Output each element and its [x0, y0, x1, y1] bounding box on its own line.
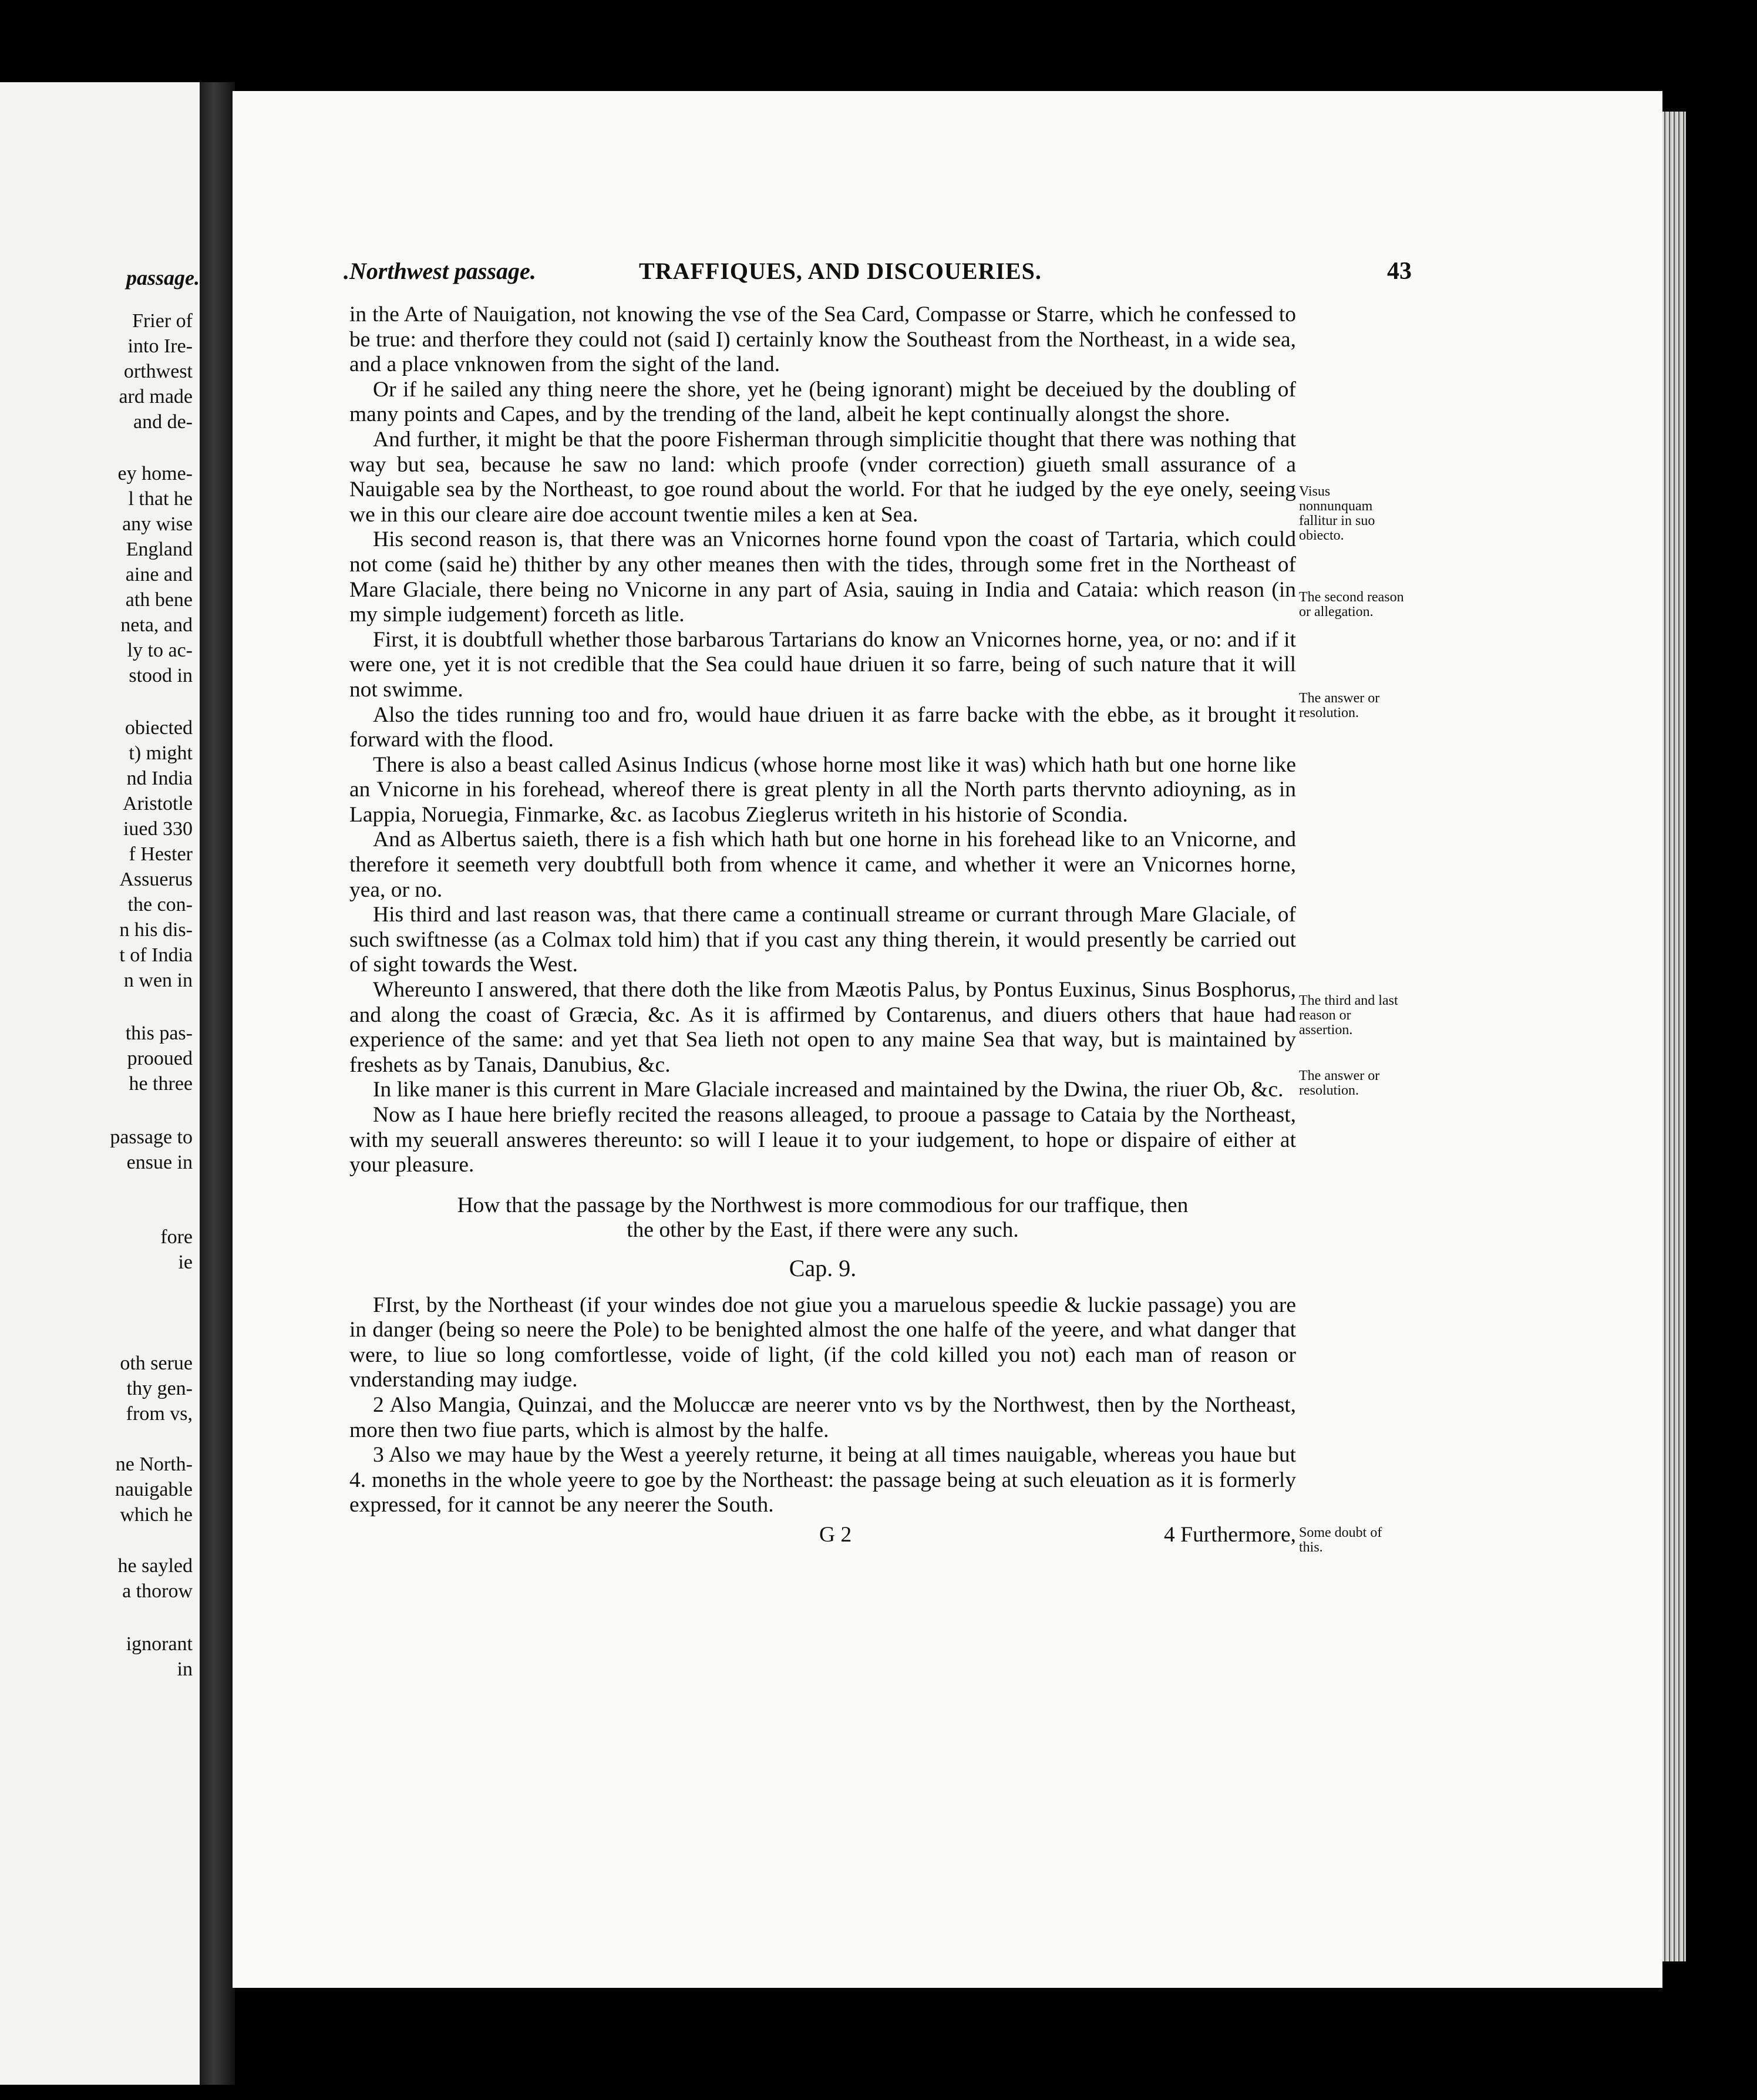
sidenote: Visus nonnunquam fallitur in suo obiecto. — [1299, 484, 1375, 543]
page-number: 43 — [1387, 258, 1412, 285]
paragraph: in the Arte of Nauigation, not knowing the vse of the Sea Card, Compasse or Starre, which he confessed to be true: and therfore they could not (said I) certainly know the Southeast from the Northeast, in a wide sea, and a place vnknowen from the sight of the land. — [349, 302, 1296, 377]
left-page-line: f Hester — [129, 843, 193, 865]
left-page-line: Assuerus — [119, 869, 193, 890]
left-page-line: Aristotle — [123, 793, 193, 815]
sidenote: The third and last reason or assertion. — [1299, 993, 1398, 1038]
chapter-heading-line1: How that the passage by the Northwest is more commodious for our traffique, then — [457, 1193, 1189, 1217]
paragraph: Or if he sailed any thing neere the shore, yet he (being ignorant) might be deceiued by the doubling of many points and Capes, and by the trending of the land, albeit he kept continually alongst the shore. — [349, 377, 1296, 427]
left-page-line: a thorow — [122, 1580, 193, 1602]
paragraph: 3 Also we may haue by the West a yeerely returne, it being at all times nauigable, whereas you haue but 4. moneths in the whole yeere to goe by the Northeast: the passage being at such eleuation as it is formerly expressed, for it cannot be any neerer the South. — [349, 1443, 1296, 1517]
left-page-line: n his dis- — [119, 919, 193, 941]
paragraph: First, it is doubtfull whether those barbarous Tartarians do know an Vnicornes horne, yea, or no: and if it were one, yet it is not credible that the Sea could haue driuen it so farre, being of such nature that it will not swimme. — [349, 627, 1296, 702]
paragraph: Also the tides running too and fro, would haue driuen it as farre backe with the ebbe, as it brought it forward with the flood. — [349, 702, 1296, 752]
left-page-line: t of India — [119, 944, 193, 966]
left-page-line: stood in — [129, 665, 193, 686]
left-page-line: the con- — [127, 894, 193, 916]
paragraph: His second reason is, that there was an Vnicornes horne found vpon the coast of Tartaria, which could not come (said he) thither by any other meanes then with the tides, through some fret in the Northeast of Mare Glaciale, there being no Vnicorne in any part of Asia, sauing in India and Cataia: which reason (in my simple iudgement) forceth as litle. — [349, 527, 1296, 627]
page-edge — [1662, 112, 1686, 1961]
left-page-line: ard made — [119, 386, 193, 408]
left-page-line: England — [126, 539, 193, 560]
paragraph: His third and last reason was, that there came a continuall streame or currant through Mare Glaciale, of such swiftnesse (as a Colmax told him) that if you cast any thing therein, it would presently be carried out of sight towards the West. — [349, 903, 1296, 977]
left-page-header: passage. — [126, 266, 200, 290]
left-page-line: ey home- — [117, 463, 193, 484]
left-page-line: into Ire- — [127, 335, 193, 357]
left-page-line: he three — [129, 1073, 193, 1095]
left-page-line: in — [177, 1658, 193, 1680]
chapter-heading-line2: the other by the East, if there were any such. — [627, 1218, 1019, 1243]
running-head-title: TRAFFIQUES, AND DISCOUERIES. — [639, 258, 1042, 284]
left-page-line: oth serue — [120, 1352, 193, 1374]
left-page-line: ensue in — [126, 1152, 193, 1173]
paragraph: In like maner is this current in Mare Glaciale increased and maintained by the Dwina, the riuer Ob, &c. — [373, 1078, 1284, 1102]
paragraph: 2 Also Mangia, Quinzai, and the Moluccæ are neerer vnto vs by the Northwest, then by the Northeast, more then two fiue parts, which is almost by the halfe. — [349, 1392, 1296, 1442]
left-page-line: neta, and — [120, 614, 193, 636]
paragraph: And as Albertus saieth, there is a fish which hath but one horne in his forehead like to an Vnicorne, and therefore it seemeth very doubtfull both from whence it came, and whether it were an Vnicornes horne, yea, or no. — [349, 827, 1296, 902]
left-page-line: aine and — [125, 564, 193, 585]
left-page-line: thy gen- — [126, 1378, 193, 1399]
paragraph: FIrst, by the Northeast (if your windes doe not giue you a maruelous speedie & luckie passage) you are in danger (being so neere the Pole) to be benighted almost the one halfe of the yeere, and what danger that were, to liue so long comfortlesse, voide of light, (if the cold killed you not) each man of reason or vnderstanding may iudge. — [349, 1293, 1296, 1392]
body-text — [349, 302, 1296, 1547]
sidenote: The answer or resolution. — [1299, 691, 1380, 721]
left-page-line: ne North- — [115, 1453, 193, 1475]
left-facing-page — [0, 82, 200, 2085]
sidenote: Some doubt of this. — [1299, 1525, 1382, 1555]
signature-mark: G 2 — [819, 1522, 852, 1547]
paragraph: There is also a beast called Asinus Indicus (whose horne most like it was) which hath but one horne like an Vnicorne in his forehead, whereof there is great plenty in all the North parts thervnto adioyning, as in Lappia, Noruegia, Finmarke, &c. as Iacobus Zieglerus writeth in his historie of Scondia. — [349, 752, 1296, 827]
left-page-line: nd India — [126, 768, 193, 789]
left-page-line: ly to ac- — [127, 640, 193, 661]
left-page-line: prooued — [127, 1048, 193, 1069]
left-page-line: obiected — [124, 717, 193, 739]
left-page-line: which he — [120, 1504, 193, 1526]
left-page-line: this pas- — [125, 1022, 193, 1044]
running-head-left: .Northwest passage. — [344, 258, 536, 284]
left-page-line: fore — [160, 1226, 193, 1248]
paragraph: And further, it might be that the poore Fisherman through simplicitie thought that there was nothing that way but sea, because he saw no land: which proofe (vnder correction) giueth small assurance of a Nauigable sea by the Northeast, to goe round about the world. For that he iudged by the eye onely, seeing we in this our cleare aire doe account twentie miles a ken at Sea. — [349, 427, 1296, 527]
left-page-line: n wen in — [123, 970, 193, 991]
left-page-line: t) might — [129, 742, 193, 764]
left-page-line: ignorant — [126, 1633, 193, 1655]
sidenote: The answer or resolution. — [1299, 1068, 1380, 1098]
left-page-line: nauigable — [115, 1479, 193, 1500]
page-footer — [349, 1523, 1296, 1547]
left-page-line: any wise — [122, 513, 193, 535]
left-page-line: he sayled — [117, 1555, 193, 1577]
catchword: 4 Furthermore, — [1164, 1522, 1296, 1547]
left-page-line: l that he — [128, 488, 193, 510]
sidenote: The second reason or allegation. — [1299, 590, 1404, 620]
left-page-line: and de- — [133, 411, 193, 433]
book-gutter — [200, 82, 235, 2085]
left-page-line: passage to — [110, 1126, 193, 1148]
left-page-line: orthwest — [123, 361, 193, 382]
left-page-line: ie — [178, 1251, 193, 1273]
left-page-line: Frier of — [132, 310, 193, 332]
chapter-label: Cap. 9. — [789, 1254, 857, 1281]
left-page-line: iued 330 — [123, 818, 193, 840]
left-page-line: ath bene — [125, 589, 193, 611]
paragraph: Whereunto I answered, that there doth the like from Mæotis Palus, by Pontus Euxinus, Sinus Bosphorus, and along the coast of Græcia, &c. As it is affirmed by Contarenus, and diuers others that haue had experience of the same: and yet that Sea lieth not open to any maine Sea that way, but is maintained by freshets as by Tanais, Danubius, &c. — [349, 978, 1296, 1077]
paragraph: Now as I haue here briefly recited the reasons alleaged, to prooue a passage to Cataia by the Northeast, with my seuerall answeres thereunto: so will I leaue it to your iudgement, to hope or dispaire of either at your pleasure. — [349, 1103, 1296, 1177]
left-page-line: from vs, — [126, 1403, 193, 1425]
